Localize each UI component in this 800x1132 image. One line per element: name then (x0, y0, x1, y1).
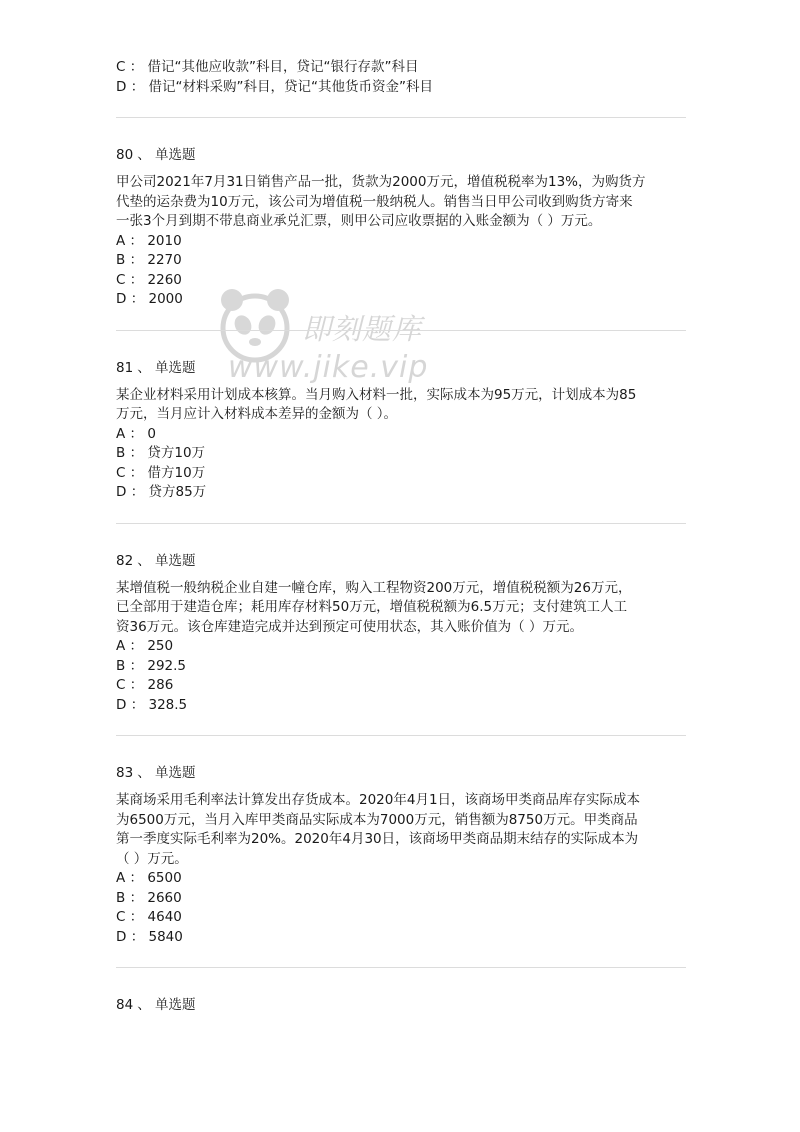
option-text: 2010 (147, 232, 182, 249)
option-c (116, 271, 686, 291)
question-separator: 、 (137, 359, 151, 376)
option-a (116, 637, 686, 657)
question-number: 84 (116, 997, 134, 1013)
question-separator: 、 (137, 552, 151, 569)
question-type: 单选题 (154, 997, 196, 1013)
option-letter: D (116, 696, 127, 713)
option-d (116, 696, 686, 716)
watermark-cn: 即刻题库 (302, 312, 423, 346)
option-c (116, 464, 686, 484)
option-letter: A (116, 638, 126, 654)
question-header (116, 763, 686, 783)
question-stem (116, 579, 686, 638)
question-80 (116, 145, 686, 310)
option-separator: ： (129, 445, 144, 461)
option-b (116, 657, 686, 677)
previous-question-options (116, 58, 686, 97)
question-stem (116, 173, 686, 232)
option-letter: A (116, 425, 126, 442)
question-header (116, 145, 686, 165)
question-type: 单选题 (154, 147, 196, 163)
stem-line: 一张3个月到期不带息商业承兑汇票，则甲公司应收票据的入账金额为（ ）万元。 (116, 213, 602, 229)
question-84 (116, 995, 686, 1015)
option-text: 286 (147, 677, 174, 693)
question-stem (116, 386, 686, 425)
option-text: 292.5 (147, 657, 187, 674)
question-separator: 、 (137, 147, 151, 163)
option-b (116, 444, 686, 464)
question-number: 83 (116, 765, 134, 781)
option-separator: ： (129, 889, 144, 906)
option-text: 贷方10万 (147, 445, 206, 461)
option-separator: ： (130, 78, 145, 95)
option-separator: ： (129, 464, 144, 481)
option-separator: ： (129, 638, 144, 654)
question-81 (116, 358, 686, 503)
question-type: 单选题 (154, 359, 196, 376)
option-text: 0 (147, 425, 156, 442)
stem-line: 为6500万元，当月入库甲类商品实际成本为7000万元，销售额为8750万元。甲类商品 (116, 811, 638, 828)
question-type: 单选题 (154, 552, 196, 569)
option-text: 2260 (147, 271, 182, 288)
question-separator: 、 (137, 765, 151, 781)
stem-line: 第一季度实际毛利率为20%。2020年4月30日，该商场甲类商品期末结存的实际成本为 (116, 831, 639, 847)
question-header (116, 358, 686, 378)
option-text: 借记“其他应收款”科目，贷记“银行存款”科目 (147, 59, 419, 75)
question-divider (116, 523, 686, 524)
option-letter: C (116, 271, 126, 288)
option-letter: D (116, 928, 127, 945)
question-type: 单选题 (154, 765, 196, 781)
question-header (116, 551, 686, 571)
question-divider (116, 967, 686, 968)
stem-line: 代垫的运杂费为10万元，该公司为增值税一般纳税人。销售当日甲公司收到购货方寄来 (116, 193, 633, 210)
option-text: 2270 (147, 252, 182, 268)
option-a (116, 425, 686, 445)
question-divider (116, 117, 686, 118)
option-separator: ： (129, 425, 144, 442)
option-text: 328.5 (148, 696, 188, 713)
option-separator: ： (129, 232, 144, 249)
option-letter: B (116, 445, 126, 461)
option-separator: ： (129, 252, 144, 268)
question-83 (116, 763, 686, 947)
option-separator: ： (129, 271, 144, 288)
watermark-en: www.jike.vip (228, 350, 429, 385)
option-b (116, 251, 686, 271)
stem-line: （ ）万元。 (116, 850, 188, 867)
option-letter: B (116, 657, 126, 674)
option-separator: ： (129, 870, 144, 886)
question-82 (116, 551, 686, 716)
question-number: 82 (116, 552, 134, 569)
stem-line: 资36万元。该仓库建造完成并达到预定可使用状态，其入账价值为（ ）万元。 (116, 618, 583, 635)
option-d (116, 78, 686, 98)
option-text: 借方10万 (147, 464, 206, 481)
option-text: 借记“材料采购”科目，贷记“其他货币资金”科目 (148, 78, 433, 95)
option-text: 4640 (147, 909, 182, 925)
stem-line: 甲公司2021年7月31日销售产品一批，货款为2000万元，增值税税率为13%，为购货方 (116, 174, 646, 190)
option-d (116, 290, 686, 310)
question-document (116, 58, 686, 1023)
option-letter: C (116, 677, 126, 693)
option-separator: ： (130, 484, 145, 500)
option-text: 6500 (147, 870, 182, 886)
option-separator: ： (130, 291, 145, 307)
question-number: 80 (116, 147, 134, 163)
option-d (116, 928, 686, 948)
option-separator: ： (130, 928, 145, 945)
option-text: 贷方85万 (148, 484, 207, 500)
question-divider (116, 330, 686, 331)
option-d (116, 483, 686, 503)
question-number: 81 (116, 359, 134, 376)
option-letter: D (116, 78, 127, 95)
option-text: 5840 (148, 928, 183, 945)
option-letter: C (116, 464, 126, 481)
stem-line: 某企业材料采用计划成本核算。当月购入材料一批，实际成本为95万元，计划成本为85 (116, 386, 637, 403)
option-separator: ： (130, 696, 145, 713)
option-separator: ： (129, 59, 144, 75)
option-separator: ： (129, 657, 144, 674)
option-text: 2000 (148, 291, 183, 307)
option-c (116, 58, 686, 78)
question-stem (116, 791, 686, 869)
option-letter: C (116, 59, 126, 75)
option-letter: D (116, 291, 127, 307)
option-separator: ： (129, 677, 144, 693)
option-letter: B (116, 252, 126, 268)
option-letter: D (116, 484, 127, 500)
stem-line: 万元，当月应计入材料成本差异的金额为（ ）。 (116, 406, 398, 422)
option-letter: A (116, 870, 126, 886)
question-header (116, 995, 686, 1015)
option-b (116, 889, 686, 909)
option-letter: B (116, 889, 126, 906)
option-a (116, 869, 686, 889)
option-separator: ： (129, 909, 144, 925)
option-a (116, 232, 686, 252)
option-c (116, 908, 686, 928)
option-text: 2660 (147, 889, 182, 906)
stem-line: 某增值税一般纳税企业自建一幢仓库，购入工程物资200万元，增值税税额为26万元， (116, 579, 632, 596)
option-text: 250 (147, 638, 174, 654)
option-letter: C (116, 909, 126, 925)
stem-line: 某商场采用毛利率法计算发出存货成本。2020年4月1日，该商场甲类商品库存实际成本 (116, 792, 641, 808)
stem-line: 已全部用于建造仓库；耗用库存材料50万元，增值税税额为6.5万元；支付建筑工人工 (116, 599, 628, 615)
question-separator: 、 (137, 997, 151, 1013)
option-letter: A (116, 232, 126, 249)
option-c (116, 676, 686, 696)
question-divider (116, 735, 686, 736)
